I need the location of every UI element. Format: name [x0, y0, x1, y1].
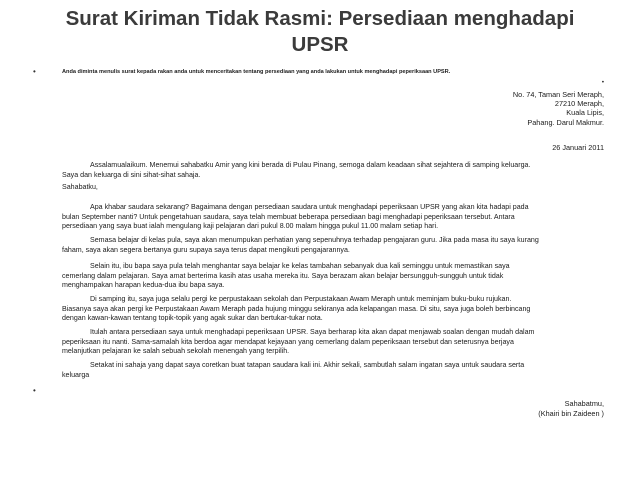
letter-date: 26 Januari 2011 — [552, 143, 604, 152]
closing-text: Sahabatmu, — [564, 399, 604, 408]
paragraph-body — [62, 328, 610, 357]
text-line: dengan kawan-kawan tentang topik-topik yang agak sukar dan bertukar-tukar nota. — [62, 314, 323, 323]
text-line: persediaan yang saya buat ialah mengulang kaji pelajaran dari pukul 8.00 malam hingga pukul 11.00 malam setiap hari. — [62, 222, 439, 231]
bullet-marker: • — [33, 67, 36, 76]
paragraph-body — [62, 203, 610, 232]
text-line: bulan September nanti? Untuk pengetahuan saudara, saya telah membuat beberapa persediaan bagi menghadapi peperiksaan tersebut. Antara — [62, 212, 515, 221]
text-line: Saya dan keluarga di sini sihat-sihat sahaja. — [62, 170, 201, 179]
sender-address — [513, 90, 604, 127]
paragraph-salutation — [62, 183, 610, 193]
address-line: Pahang. Darul Makmur. — [527, 117, 604, 127]
text-line: Itulah antara persediaan saya untuk menghadapi peperiksaan UPSR. Saya berharap kita akan dapat menjawab soalan dengan mudah dalam — [90, 328, 535, 336]
text-line: Sahabatku, — [62, 183, 98, 191]
text-line: peperiksaan itu nanti. Sama-samalah kita berdoa agar mendapat kejayaan yang cemerlang dalam peperiksaan tersebut dan seterusnya berjaya — [62, 337, 514, 346]
paragraph-body — [62, 236, 610, 255]
text-line: Biasanya saya akan pergi ke Perpustakaan Awam Meraph pada hujung minggu sekiranya ada kelapangan masa. Di situ, saya juga boleh berbincang — [62, 304, 531, 313]
text-line: menghampakan harapan kedua-dua ibu bapa saya. — [62, 281, 225, 290]
signoff — [538, 399, 604, 419]
text-line: Apa khabar saudara sekarang? Bagaimana dengan persediaan saudara untuk menghadapi peperiksaan UPSR yang akan kita hadapi pada — [90, 203, 529, 211]
text-line: cemerlang dalam pelajaran. Saya amat berterima kasih atas usaha mereka itu. Saya berazam akan belajar bersungguh-sungguh untuk tidak — [62, 271, 504, 280]
text-line: Setakat ini sahaja yang dapat saya coretkan buat tatapan saudara kali ini. Akhir sekali, sambutlah salam ingatan saya untuk saudara serta — [90, 361, 525, 369]
text-line: Di samping itu, saya juga selalu pergi ke perpustakaan sekolah dan Perpustakaan Awam Meraph untuk meminjam buku-buku rujukan. — [90, 295, 512, 303]
address-line: Kuala Lipis, — [566, 108, 604, 118]
text-line: keluarga — [62, 370, 90, 379]
text-line: melanjutkan pelajaran ke salah sebuah sekolah menengah yang terpilih. — [62, 347, 290, 356]
paragraph-closing — [62, 361, 610, 380]
page-title: Surat Kiriman Tidak Rasmi: Persediaan menghadapi UPSR — [65, 7, 575, 56]
text-line: Assalamualaikum. Menemui sahabatku Amir yang kini berada di Pulau Pinang, semoga dalam keadaan sihat sejahtera di samping keluarga. — [90, 161, 531, 169]
paragraph-body — [62, 262, 610, 291]
address-line: 27210 Meraph, — [554, 99, 604, 109]
paragraph-body — [62, 295, 610, 324]
address-line: No. 74, Taman Seri Meraph, — [512, 90, 604, 99]
address-marker: • — [601, 80, 604, 86]
text-line: Selain itu, ibu bapa saya pula telah menghantar saya belajar ke kelas tambahan sebanyak dua kali seminggu untuk memastikan saya — [90, 262, 510, 270]
text-line: faham, saya akan segera bertanya guru supaya saya terus dapat mengikuti pengajarannya. — [62, 245, 350, 254]
text-line: Semasa belajar di kelas pula, saya akan menumpukan perhatian yang sepenuhnya terhadap pengajaran guru. Jika pada masa itu saya kurang — [90, 236, 539, 244]
sender-name: (Khairi bin Zaideen ) — [538, 409, 604, 418]
paragraph-greeting — [62, 161, 610, 180]
instruction-text: Anda diminta menulis surat kepada rakan anda untuk menceritakan tentang persediaan yang anda lakukan untuk menghadapi peperiksaan UPSR. — [62, 69, 451, 75]
bullet-marker: • — [33, 386, 36, 395]
